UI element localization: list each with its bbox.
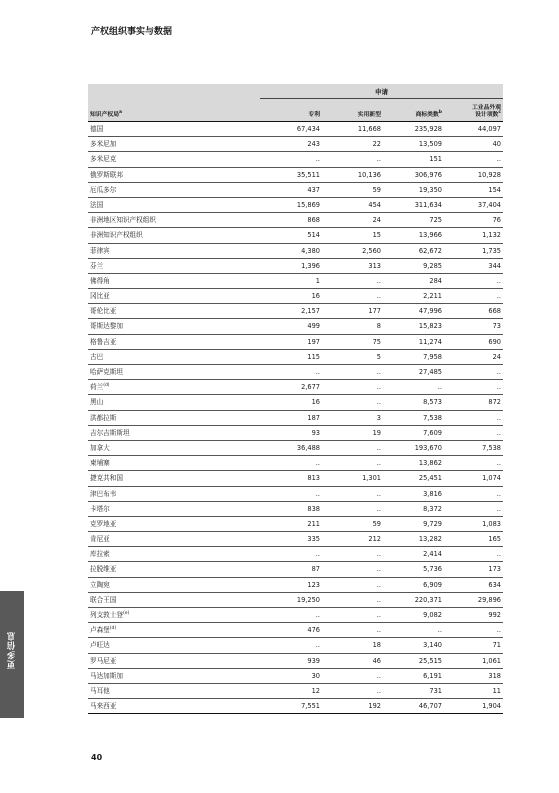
table-row	[88, 441, 503, 456]
cell-utility-models: 59	[372, 185, 381, 194]
cell-trademark-classes: 9,729	[423, 519, 442, 528]
table-row	[88, 411, 503, 426]
column-group-header: 申请	[375, 88, 388, 96]
table-row	[88, 532, 503, 547]
cell-utility-models: ..	[376, 595, 381, 604]
cell-industrial-designs: ..	[496, 550, 501, 559]
cell-industrial-designs: 154	[488, 185, 501, 194]
cell-trademark-classes: 62,672	[418, 246, 442, 255]
cell-trademark-classes: 8,372	[423, 504, 442, 513]
cell-patents: 1,396	[301, 261, 320, 270]
cell-patents: ..	[315, 550, 320, 559]
page-title: 产权组织事实与数据	[91, 27, 173, 37]
cell-trademark-classes: 19,350	[418, 185, 442, 194]
cell-patents: ..	[315, 489, 320, 498]
cell-office: 卡塔尔	[90, 504, 110, 513]
cell-office: 列支敦士登$^{(e)}$	[90, 610, 130, 619]
table-row	[88, 654, 503, 669]
cell-trademark-classes: 11,274	[418, 337, 442, 346]
cell-trademark-classes: 151	[429, 155, 442, 164]
group-header-rule	[260, 98, 503, 99]
table-row	[88, 578, 503, 593]
table-row	[88, 304, 503, 319]
cell-patents: 16	[311, 398, 320, 407]
cell-utility-models: ..	[376, 398, 381, 407]
table-row	[88, 198, 503, 213]
table-row	[88, 289, 503, 304]
cell-patents: 211	[307, 519, 320, 528]
cell-industrial-designs: ..	[496, 292, 501, 301]
cell-patents: 12	[311, 686, 320, 695]
cell-trademark-classes: 7,958	[423, 352, 442, 361]
cell-utility-models: ..	[376, 686, 381, 695]
table-row	[88, 517, 503, 532]
cell-office: 卢森堡$^{(d)}$	[90, 626, 117, 635]
cell-trademark-classes: 7,609	[423, 428, 442, 437]
cell-utility-models: ..	[376, 368, 381, 376]
cell-trademark-classes: 3,140	[423, 641, 442, 650]
header-patents: 专利	[308, 112, 320, 118]
cell-trademark-classes: 731	[429, 686, 442, 695]
cell-industrial-designs: 992	[488, 611, 501, 619]
cell-trademark-classes: 311,634	[414, 200, 442, 209]
cell-utility-models: ..	[376, 155, 381, 164]
table-row	[88, 122, 503, 137]
cell-trademark-classes: 13,862	[418, 459, 442, 468]
table-row	[88, 365, 503, 380]
cell-industrial-designs: ..	[496, 428, 501, 437]
cell-trademark-classes: ..	[437, 626, 442, 635]
cell-trademark-classes: 47,996	[418, 307, 442, 316]
cell-industrial-designs: 40	[492, 140, 501, 149]
cell-office: 冈比亚	[90, 292, 110, 301]
cell-patents: 476	[307, 626, 320, 635]
table-row	[88, 213, 503, 228]
table-row	[88, 244, 503, 259]
cell-office: 马达加斯加	[90, 671, 123, 680]
table-row	[88, 335, 503, 350]
cell-patents: 16	[311, 292, 320, 301]
cell-utility-models: 454	[368, 200, 381, 209]
cell-office: 马耳他	[90, 686, 110, 695]
cell-trademark-classes: 9,285	[423, 261, 442, 270]
cell-office: 荷兰$^{(d)}$	[90, 383, 110, 392]
table-row	[88, 380, 503, 395]
cell-utility-models: 46	[372, 656, 381, 665]
cell-industrial-designs: 318	[488, 671, 501, 680]
cell-utility-models: 24	[372, 216, 381, 225]
cell-industrial-designs: 344	[488, 261, 501, 270]
cell-industrial-designs: ..	[496, 459, 501, 468]
cell-office: 吉尔吉斯斯坦	[90, 428, 130, 437]
cell-industrial-designs: 11	[492, 686, 501, 695]
table-row	[88, 638, 503, 653]
cell-patents: 123	[307, 580, 320, 589]
table-row	[88, 623, 503, 638]
cell-office: 黑山	[90, 398, 104, 407]
cell-patents: 514	[307, 231, 320, 240]
cell-patents: 437	[307, 185, 320, 194]
cell-utility-models: 10,136	[357, 170, 381, 179]
cell-industrial-designs: 165	[488, 535, 501, 544]
cell-patents: 67,434	[296, 125, 320, 133]
cell-utility-models: 177	[368, 307, 381, 316]
cell-office: 库拉索	[90, 550, 110, 559]
cell-office: 卢旺达	[90, 641, 110, 650]
cell-patents: 35,511	[296, 170, 320, 179]
cell-office: 厄瓜多尔	[90, 185, 117, 194]
cell-utility-models: ..	[376, 580, 381, 589]
table-row	[88, 502, 503, 517]
table-row	[88, 669, 503, 684]
cell-office: 立陶宛	[90, 580, 110, 589]
cell-utility-models: 18	[372, 641, 381, 650]
cell-trademark-classes: 2,211	[423, 292, 442, 301]
cell-trademark-classes: 13,282	[418, 535, 442, 544]
cell-utility-models: 11,668	[357, 125, 381, 133]
cell-industrial-designs: 872	[488, 398, 501, 407]
table-row	[88, 274, 503, 289]
cell-industrial-designs: ..	[496, 383, 501, 392]
cell-utility-models: ..	[376, 489, 381, 498]
cell-trademark-classes: 13,966	[418, 231, 442, 240]
cell-patents: ..	[315, 155, 320, 164]
cell-patents: 115	[307, 352, 320, 361]
table-row	[88, 471, 503, 486]
cell-patents: 2,157	[301, 307, 320, 316]
cell-trademark-classes: 725	[429, 216, 442, 225]
table-row	[88, 259, 503, 274]
cell-office: 罗马尼亚	[90, 656, 117, 665]
cell-industrial-designs: 37,404	[477, 200, 501, 209]
cell-office: 非洲知识产权组织	[90, 231, 143, 240]
table-row	[88, 547, 503, 562]
cell-patents: 19,250	[296, 595, 320, 604]
cell-patents: 187	[307, 413, 320, 422]
cell-patents: ..	[315, 459, 320, 468]
cell-industrial-designs: ..	[496, 504, 501, 513]
cell-office: 拉脱维亚	[90, 565, 117, 574]
table-row	[88, 168, 503, 183]
cell-industrial-designs: 1,061	[482, 656, 501, 665]
footnote-marker: (d)	[103, 383, 110, 388]
cell-patents: ..	[315, 641, 320, 650]
cell-industrial-designs: ..	[496, 276, 501, 285]
cell-utility-models: ..	[376, 611, 381, 619]
cell-patents: 93	[311, 428, 320, 437]
cell-office: 多米尼加	[90, 140, 117, 149]
footnote-marker: (d)	[109, 626, 117, 631]
cell-utility-models: 1,301	[362, 474, 381, 483]
cell-trademark-classes: 193,670	[414, 443, 442, 452]
cell-trademark-classes: 6,909	[423, 580, 442, 589]
cell-industrial-designs: 1,083	[482, 519, 501, 528]
cell-utility-models: ..	[376, 443, 381, 452]
header-industrial-designs: 工业品外观 设计项数$^c$	[472, 105, 501, 118]
cell-patents: 36,488	[296, 443, 320, 452]
cell-office: 俄罗斯联邦	[90, 170, 123, 179]
cell-office: 芬兰	[90, 261, 104, 270]
cell-office: 哥伦比亚	[90, 307, 117, 316]
table-row	[88, 319, 503, 334]
cell-utility-models: 8	[376, 322, 381, 331]
cell-patents: 15,869	[296, 200, 320, 209]
cell-industrial-designs: 7,538	[482, 443, 501, 452]
cell-patents: ..	[315, 611, 320, 619]
table-row	[88, 562, 503, 577]
side-tab-label: 更多信息	[7, 631, 17, 669]
cell-utility-models: ..	[376, 459, 381, 468]
cell-industrial-designs: 71	[492, 641, 501, 650]
cell-industrial-designs: 10,928	[477, 170, 501, 179]
cell-industrial-designs: 690	[488, 337, 501, 346]
table-row	[88, 487, 503, 502]
table-row	[88, 608, 503, 623]
table-row	[88, 593, 503, 608]
cell-utility-models: 15	[372, 231, 381, 240]
cell-utility-models: 212	[368, 535, 381, 544]
cell-patents: 243	[307, 140, 320, 149]
table-row	[88, 350, 503, 365]
cell-office: 古巴	[90, 352, 104, 361]
cell-trademark-classes: 3,816	[423, 489, 442, 498]
cell-industrial-designs: 1,074	[482, 474, 501, 483]
table-body	[88, 122, 503, 714]
cell-industrial-designs: ..	[496, 368, 501, 376]
cell-office: 格鲁吉亚	[90, 337, 117, 346]
table-row	[88, 684, 503, 699]
cell-office: 加拿大	[90, 443, 110, 452]
cell-trademark-classes: 13,509	[418, 140, 442, 149]
cell-utility-models: 313	[368, 261, 381, 270]
cell-office: 柬埔寨	[90, 459, 110, 468]
cell-trademark-classes: 46,707	[418, 702, 442, 711]
table-row	[88, 228, 503, 243]
cell-industrial-designs: 29,896	[477, 595, 501, 604]
cell-industrial-designs: 634	[488, 580, 501, 589]
cell-patents: 4,380	[301, 246, 320, 255]
cell-office: 哈萨克斯坦	[90, 368, 123, 376]
cell-industrial-designs: 24	[492, 352, 501, 361]
table-row	[88, 152, 503, 167]
cell-trademark-classes: 2,414	[423, 550, 442, 559]
cell-office: 马来西亚	[90, 702, 117, 711]
cell-trademark-classes: 27,485	[418, 368, 442, 376]
cell-trademark-classes: 220,371	[414, 595, 442, 604]
cell-trademark-classes: 5,736	[423, 565, 442, 574]
cell-patents: 939	[307, 656, 320, 665]
cell-office: 佛得角	[90, 276, 110, 285]
cell-patents: 813	[307, 474, 320, 483]
side-tab	[0, 591, 24, 718]
table-row	[88, 426, 503, 441]
cell-industrial-designs: ..	[496, 489, 501, 498]
cell-trademark-classes: 8,573	[423, 398, 442, 407]
cell-trademark-classes: 284	[429, 276, 442, 285]
cell-office: 法国	[90, 200, 104, 209]
cell-industrial-designs: 1,735	[482, 246, 501, 255]
cell-patents: 30	[311, 671, 320, 680]
footnote-marker: (e)	[122, 610, 130, 616]
cell-utility-models: ..	[376, 504, 381, 513]
cell-office: 哥斯达黎加	[90, 322, 123, 331]
cell-trademark-classes: 15,823	[418, 322, 442, 331]
cell-utility-models: ..	[376, 565, 381, 574]
cell-utility-models: 59	[372, 519, 381, 528]
page-number: 40	[91, 753, 103, 762]
cell-office: 多米尼克	[90, 155, 117, 164]
cell-patents: ..	[315, 368, 320, 376]
cell-utility-models: 75	[372, 337, 381, 346]
cell-trademark-classes: 306,976	[414, 170, 442, 179]
cell-office: 捷克共和国	[90, 474, 123, 483]
cell-utility-models: ..	[376, 626, 381, 635]
cell-patents: 7,551	[301, 702, 320, 711]
cell-trademark-classes: 235,928	[414, 125, 442, 133]
cell-office: 德国	[90, 125, 104, 133]
cell-trademark-classes: 25,515	[418, 656, 442, 665]
cell-trademark-classes: 6,191	[423, 671, 442, 680]
cell-patents: 2,677	[301, 383, 320, 392]
cell-industrial-designs: 668	[488, 307, 501, 316]
table-row	[88, 137, 503, 152]
cell-industrial-designs: ..	[496, 413, 501, 422]
cell-patents: 868	[307, 216, 320, 225]
cell-utility-models: 192	[368, 702, 381, 711]
table-row	[88, 183, 503, 198]
header-utility-models: 实用新型	[357, 112, 381, 118]
cell-office: 肯尼亚	[90, 535, 110, 544]
cell-utility-models: ..	[376, 671, 381, 680]
header-office: 知识产权局$^a$	[90, 110, 123, 118]
column-headers	[88, 100, 503, 121]
cell-trademark-classes: 25,451	[418, 474, 442, 483]
cell-utility-models: 19	[372, 428, 381, 437]
header-trademark-classes: 商标类数$^b$	[415, 110, 442, 118]
cell-industrial-designs: 1,904	[482, 702, 501, 711]
cell-office: 联合王国	[90, 595, 117, 604]
cell-office: 克罗地亚	[90, 519, 117, 528]
cell-patents: 197	[307, 337, 320, 346]
cell-utility-models: ..	[376, 383, 381, 392]
table-row	[88, 395, 503, 410]
cell-industrial-designs: ..	[496, 155, 501, 164]
table-row	[88, 699, 503, 714]
cell-office: 洪都拉斯	[90, 413, 117, 422]
cell-utility-models: ..	[376, 292, 381, 301]
cell-office: 津巴布韦	[90, 489, 117, 498]
cell-utility-models: ..	[376, 550, 381, 559]
cell-industrial-designs: 73	[492, 322, 501, 331]
cell-industrial-designs: 1,132	[482, 231, 501, 240]
cell-utility-models: 22	[372, 140, 381, 149]
cell-patents: 87	[311, 565, 320, 574]
cell-utility-models: ..	[376, 276, 381, 285]
cell-patents: 838	[307, 504, 320, 513]
cell-patents: 335	[307, 535, 320, 544]
cell-industrial-designs: 76	[492, 216, 501, 225]
cell-patents: 499	[307, 322, 320, 331]
table-row	[88, 456, 503, 471]
cell-utility-models: 3	[376, 413, 381, 422]
cell-trademark-classes: 7,538	[423, 413, 442, 422]
cell-office: 菲律宾	[90, 246, 110, 255]
cell-utility-models: 2,560	[362, 246, 381, 255]
cell-patents: 1	[315, 276, 320, 285]
cell-industrial-designs: 44,097	[477, 125, 501, 133]
cell-office: 非洲地区知识产权组织	[90, 216, 156, 225]
cell-trademark-classes: 9,082	[423, 611, 442, 619]
cell-industrial-designs: ..	[496, 626, 501, 635]
cell-utility-models: 5	[376, 352, 381, 361]
cell-trademark-classes: ..	[437, 383, 442, 392]
cell-industrial-designs: 173	[488, 565, 501, 574]
